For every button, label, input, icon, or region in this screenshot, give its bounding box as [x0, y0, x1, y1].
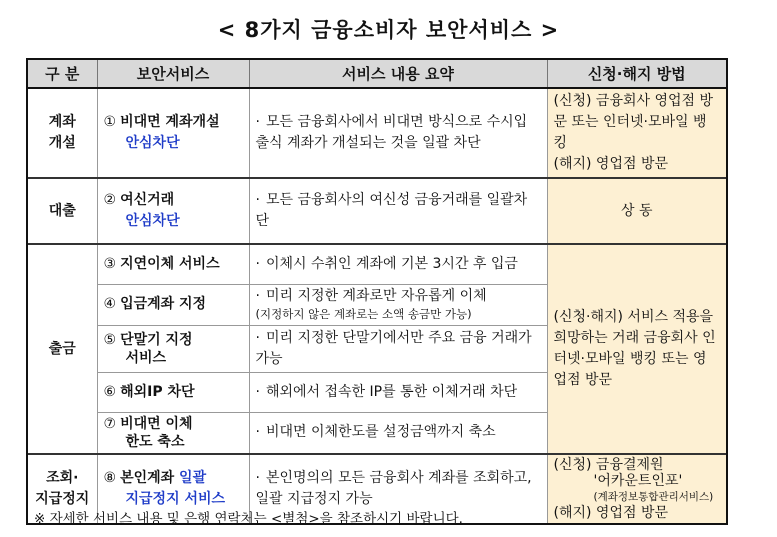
summary-text: 비대면 이체한도를 설정금액까지 축소: [265, 424, 496, 441]
table-header-row: [27, 59, 727, 88]
category-inquiry-suspension: 조회· 지급정지: [27, 454, 97, 524]
summary-text: 해외에서 접속한 IP를 통한 이체거래 차단: [265, 383, 518, 400]
summary-cell: [249, 88, 547, 178]
service-cell: [97, 284, 249, 325]
header-summary: 서비스 내용 요약: [249, 59, 547, 88]
service-number: ①: [103, 114, 117, 130]
service-number: ②: [103, 192, 117, 208]
bullet: ·: [255, 470, 260, 486]
summary-cell: [249, 412, 547, 454]
method-cell: (신청·해지) 서비스 적용을 희망하는 거래 금융회사 인터넷·모바일 뱅킹 또는 영업점 방문: [547, 244, 727, 454]
service-number: ⑧: [103, 470, 117, 486]
service-number: ⑤: [103, 331, 117, 348]
service-number: ⑦: [103, 415, 117, 432]
method-line: '어카운트인포': [593, 473, 683, 489]
service-name: 비대면 계좌개설: [120, 114, 220, 130]
service-cell: [97, 372, 249, 412]
table-row: [27, 178, 727, 244]
summary-note: (지정하지 않은 계좌로는 소액 송금만 가능): [255, 306, 472, 321]
service-name: 비대면 이체: [120, 415, 193, 432]
bullet: ·: [255, 383, 260, 400]
header-method: 신청·해지 방법: [547, 59, 727, 88]
bullet: ·: [255, 255, 260, 272]
summary-text: 이체시 수취인 계좌에 기본 3시간 후 입금: [265, 255, 518, 272]
summary-cell: [249, 178, 547, 244]
method-cell: 상 동: [547, 178, 727, 244]
method-line: (신청) 금융결제원: [553, 457, 664, 473]
method-cell: [547, 454, 727, 524]
category-withdrawal: 출금: [27, 244, 97, 454]
summary-text: 모든 금융회사의 여신성 금융거래를 일괄차단: [255, 192, 528, 229]
table-row: [27, 244, 727, 284]
service-name-cont: 서비스: [125, 349, 167, 366]
service-name: 본인계좌: [120, 470, 175, 486]
security-services-table: [26, 58, 728, 525]
table-row: [27, 88, 727, 178]
category-loan: 대출: [27, 178, 97, 244]
service-number: ④: [103, 296, 117, 312]
service-number: ⑥: [103, 383, 117, 400]
service-name: 해외IP 차단: [120, 383, 195, 400]
page-title: < 8가지 금융소비자 보안서비스 >: [217, 18, 560, 42]
header-service: 보안서비스: [97, 59, 249, 88]
summary-text: 미리 지정한 계좌로만 자유롭게 이체: [265, 287, 487, 304]
service-name-highlight: 안심차단: [125, 135, 180, 151]
bullet: ·: [255, 329, 260, 346]
service-name-cont: 한도 축소: [125, 433, 185, 450]
bullet: ·: [255, 287, 260, 304]
service-cell: [97, 325, 249, 372]
category-account-opening: 계좌 개설: [27, 88, 97, 178]
summary-text: 모든 금융회사에서 비대면 방식으로 수시입출식 계좌가 개설되는 것을 일괄 차단: [255, 114, 528, 151]
service-cell: [97, 412, 249, 454]
method-line: (계좌정보통합관리서비스): [593, 491, 714, 503]
service-name: 지연이체 서비스: [120, 255, 220, 272]
service-cell: [97, 244, 249, 284]
bullet: ·: [255, 424, 260, 441]
service-cell: [97, 88, 249, 178]
method-line: (해지) 영업점 방문: [553, 505, 668, 521]
service-name-highlight: 안심차단: [125, 213, 180, 229]
bullet: ·: [255, 192, 260, 208]
header-category: 구 분: [27, 59, 97, 88]
summary-cell: [249, 284, 547, 325]
service-cell: [97, 178, 249, 244]
summary-text: 본인명의의 모든 금융회사 계좌를 조회하고, 일괄 지급정지 가능: [255, 470, 532, 507]
service-number: ③: [103, 255, 117, 272]
service-name: 여신거래: [120, 192, 175, 208]
bullet: ·: [255, 114, 260, 130]
footnote: ※ 자세한 서비스 내용 및 은행 연락처는 <별첨>을 참조하시기 바랍니다.: [34, 511, 463, 527]
service-name-highlight: 일괄: [179, 470, 207, 486]
service-name-highlight-cont: 지급정지 서비스: [125, 491, 226, 507]
summary-cell: [249, 325, 547, 372]
method-cell: (신청) 금융회사 영업점 방문 또는 인터넷·모바일 뱅킹 (해지) 영업점 방문: [547, 88, 727, 178]
summary-cell: [249, 244, 547, 284]
summary-text: 미리 지정한 단말기에서만 주요 금융 거래가 가능: [255, 329, 532, 367]
service-name: 단말기 지정: [120, 331, 193, 348]
service-name: 입금계좌 지정: [120, 296, 207, 312]
summary-cell: [249, 372, 547, 412]
